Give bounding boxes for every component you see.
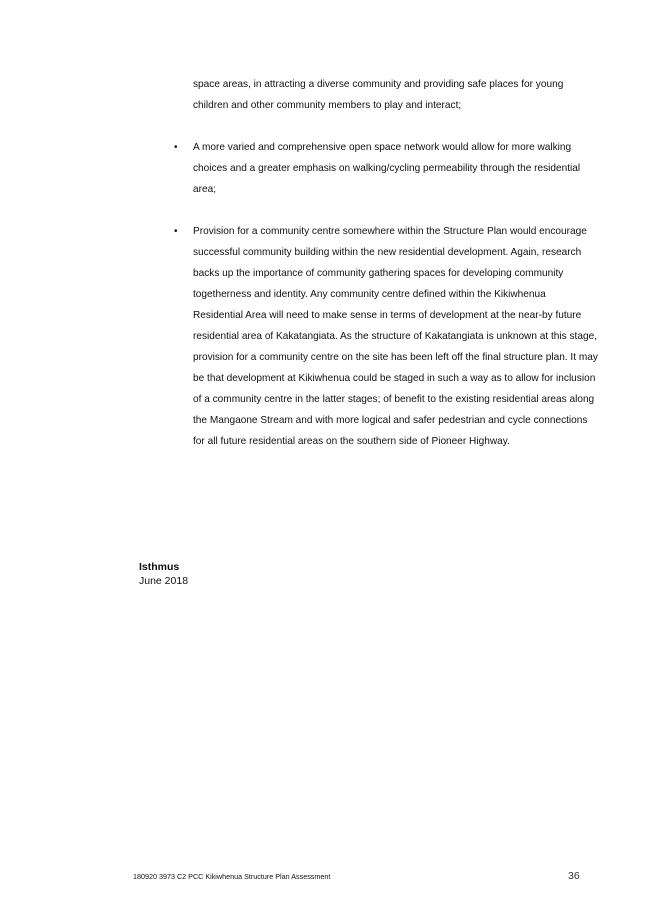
signature-date: June 2018	[139, 575, 189, 587]
bullet-icon: •	[174, 142, 178, 153]
body-text	[174, 74, 598, 452]
organisation-name: Isthmus	[139, 561, 180, 573]
continued-paragraph: space areas, in attracting a diverse community and providing safe places for young children and other community members to play and interact;	[193, 79, 564, 111]
page-number: 36	[568, 870, 580, 882]
bullet-item-walking	[174, 137, 598, 200]
bullet-icon: •	[174, 226, 178, 237]
bullet-text: A more varied and comprehensive open space network would allow for more walking choices and a greater emphasis on walking/cycling permeability through the residential area;	[193, 142, 581, 195]
footer-document-ref: 180920 3973 C2 PCC Kikiwhenua Structure Plan Assessment	[133, 872, 331, 881]
bullet-item-community-centre	[174, 221, 598, 452]
signature-block	[139, 560, 188, 588]
bullet-text: Provision for a community centre somewhere within the Structure Plan would encourage successful community building within the new residential development. Again, research backs up the importance of community gathering spaces for developing community togetherness and identity. Any community centre defined within the Kikiwhenua Residential Area will need to make sense in terms of development at the near-by future residential area of Kakatangiata. As the structure of Kakatangiata is unknown at this stage, provision for a community centre on the site has been left off the final structure plan. It may be that development at Kikiwhenua could be staged in such a way as to allow for inclusion of a community centre in the latter stages; of benefit to the existing residential areas along the Mangaone Stream and with more logical and safer pedestrian and cycle connections for all future residential areas on the southern side of Pioneer Highway.	[193, 226, 598, 447]
